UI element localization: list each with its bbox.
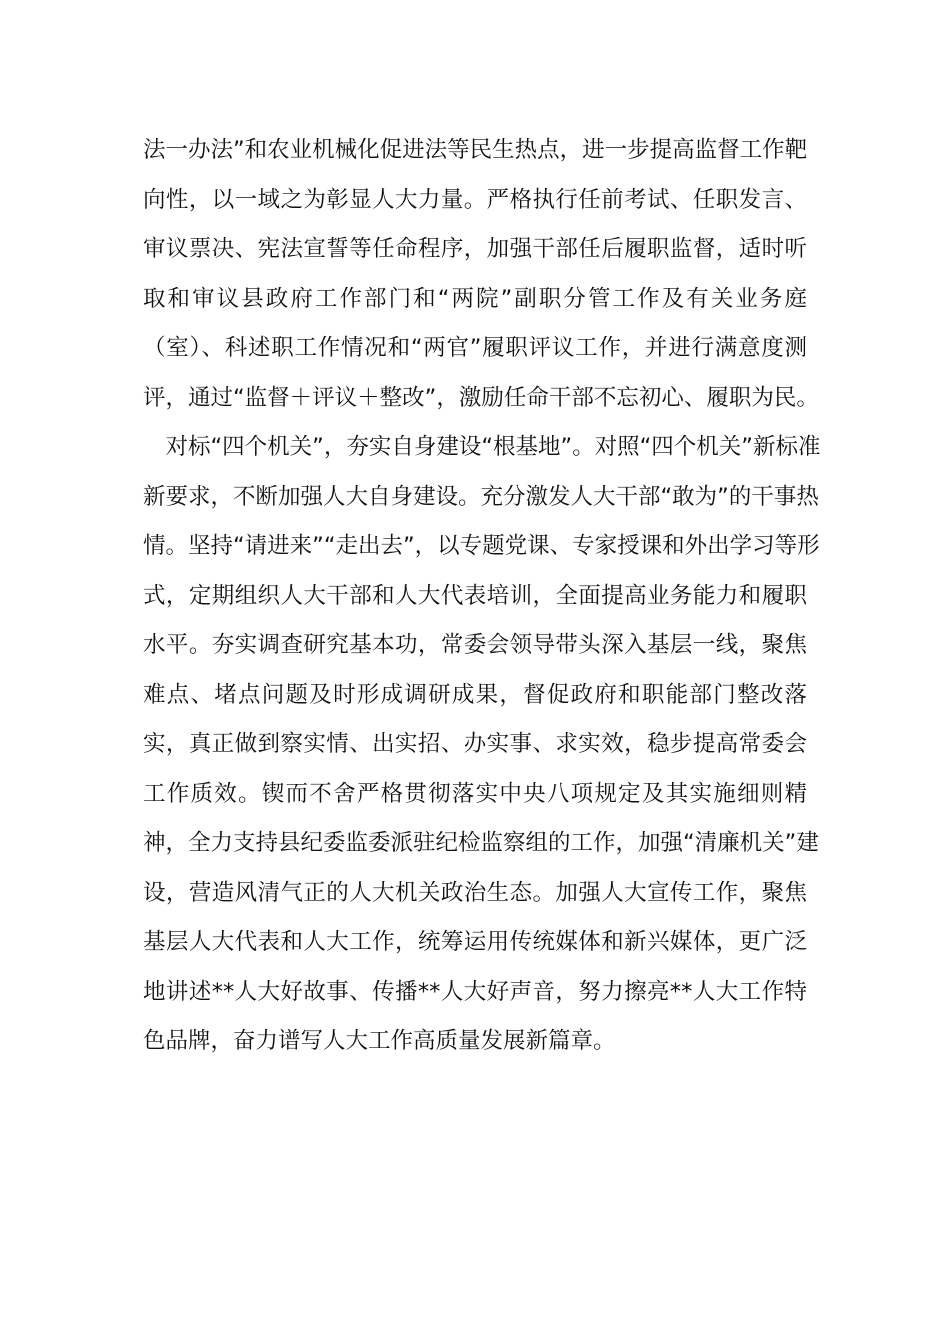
- paragraph-2: [143, 423, 821, 1067]
- text-line: 法一办法”和农业机械化促进法等民生热点，进一步提高监督工作靶: [143, 137, 808, 163]
- text-line: 神，全力支持县纪委监委派驻纪检监察组的工作，加强“清廉机关”建: [143, 830, 819, 856]
- paragraph-1: [143, 126, 819, 423]
- text-line: 新要求，不断加强人大自身建设。充分激发人大干部“敢为”的干事热: [143, 483, 819, 510]
- text-line: 实，真正做到察实情、出实招、办实事、求实效，稳步提高常委会: [143, 731, 807, 757]
- text-line: 情。坚持“请进来”“走出去”，以专题党课、专家授课和外出学习等形: [143, 533, 820, 559]
- document-page: [143, 126, 821, 1067]
- text-line: 色品牌，奋力谱写人大工作高质量发展新篇章。: [143, 1028, 616, 1054]
- text-line: 水平。夯实调查研究基本功，常委会领导带头深入基层一线，聚焦: [143, 632, 807, 658]
- text-line: 基层人大代表和人大工作，统筹运用传统媒体和新兴媒体，更广泛: [143, 929, 807, 955]
- text-line: 向性，以一域之为彰显人大力量。严格执行任前考试、任职发言、: [143, 186, 807, 213]
- text-line: 难点、堵点问题及时形成调研成果，督促政府和职能部门整改落: [143, 681, 807, 708]
- text-line: 式，定期组织人大干部和人大代表培训，全面提高业务能力和履职: [143, 582, 807, 609]
- text-line: 工作质效。锲而不舍严格贯彻落实中央八项规定及其实施细则精: [143, 780, 807, 807]
- text-line: 评，通过“监督＋评议＋整改”，激励任命干部不忘初心、履职为民。: [143, 384, 819, 411]
- text-line: 地讲述**人大好故事、传播**人大好声音，努力擦亮**人大工作特: [143, 978, 807, 1005]
- text-line: 设，营造风清气正的人大机关政治生态。加强人大宣传工作，聚焦: [143, 879, 807, 906]
- text-line: （室）、科述职工作情况和“两官”履职评议工作，并进行满意度测: [143, 335, 807, 361]
- text-line: 审议票决、宪法宣誓等任命程序，加强干部任后履职监督，适时听: [143, 236, 807, 262]
- text-line: 对标“四个机关”，夯实自身建设“根基地”。对照“四个机关”新标准: [143, 434, 821, 460]
- text-line: 取和审议县政府工作部门和“两院”副职分管工作及有关业务庭: [143, 285, 807, 312]
